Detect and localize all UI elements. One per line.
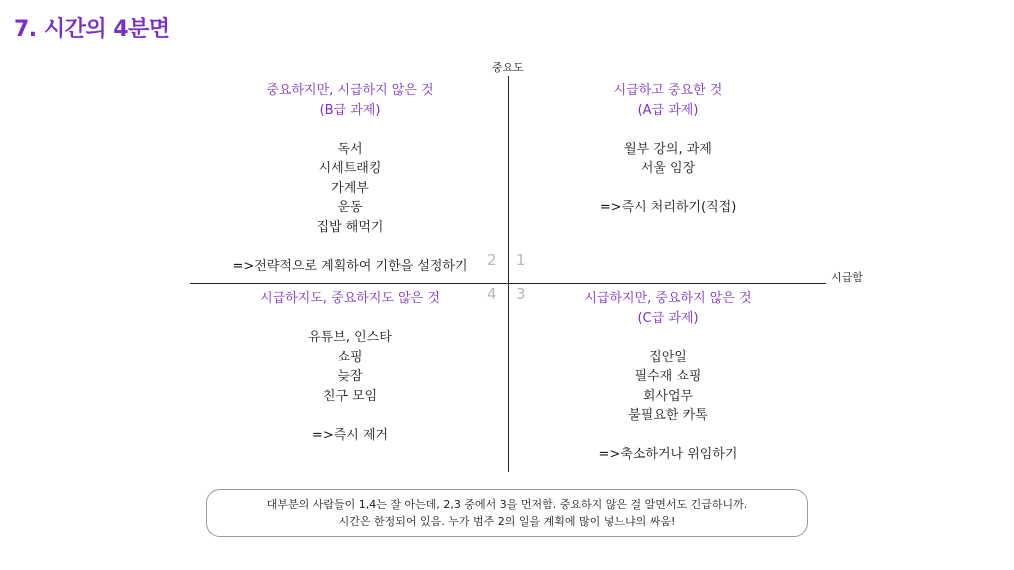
- list-item: 가계부: [331, 180, 369, 196]
- quadrant-urgent-important: [518, 81, 818, 218]
- y-axis-label: 중요도: [492, 61, 524, 74]
- quadrant-important-not-urgent: [200, 81, 500, 276]
- list-item: 친구 모임: [322, 388, 378, 404]
- x-axis-label: 시급함: [831, 271, 863, 284]
- list-item: 회사업무: [642, 388, 694, 404]
- list-item: 유튜브, 인스타: [308, 330, 392, 345]
- quadrant-number-4: 4: [487, 285, 497, 303]
- quadrant-subheading: (C급 과제): [637, 310, 699, 326]
- quadrant-heading: 시급하지만, 중요하지 않은 것: [584, 291, 752, 306]
- list-item: 집안일: [649, 349, 687, 365]
- list-item: 월부 강의, 과제: [624, 141, 712, 157]
- quadrant-subheading: (A급 과제): [637, 102, 699, 118]
- quadrant-number-3: 3: [516, 285, 526, 303]
- list-item: 집밥 해먹기: [316, 219, 384, 235]
- list-item: 필수재 쇼핑: [634, 369, 702, 384]
- quadrant-action: =>축소하거나 위임하기: [598, 447, 738, 462]
- list-item: 서울 임장: [640, 161, 696, 176]
- quadrant-heading: 시급하지도, 중요하지도 않은 것: [260, 291, 440, 306]
- note-line: 시간은 한정되어 있음. 누가 범주 2의 일을 계획에 많이 넣느냐의 싸움!: [338, 515, 676, 528]
- quadrant-action: =>즉시 처리하기(직접): [599, 200, 737, 215]
- list-item: 시세트래킹: [318, 161, 382, 176]
- quadrant-subheading: (B급 과제): [319, 102, 381, 118]
- list-item: 늦잠: [337, 369, 363, 384]
- quadrant-number-1: 1: [516, 251, 526, 269]
- summary-note-box: [206, 489, 808, 537]
- quadrant-urgent-not-important: [518, 289, 818, 465]
- list-item: 운동: [337, 200, 363, 215]
- page-title: 7. 시간의 4분면: [14, 17, 170, 42]
- quadrant-number-2: 2: [487, 251, 497, 269]
- quadrant-heading: 시급하고 중요한 것: [613, 83, 723, 98]
- quadrant-action: =>전략적으로 계획하여 기한을 설정하기: [232, 258, 468, 274]
- vertical-axis: [508, 76, 509, 472]
- horizontal-axis: [190, 283, 826, 284]
- quadrant-heading: 중요하지만, 시급하지 않은 것: [266, 83, 434, 98]
- list-item: 쇼핑: [337, 349, 363, 365]
- list-item: 독서: [337, 141, 363, 157]
- note-line: 대부분의 사람들이 1,4는 잘 아는데, 2,3 중에서 3을 먼저함. 중요하지 않은 걸 알면서도 긴급하니까.: [266, 498, 748, 511]
- quadrant-not-urgent-not-important: [200, 289, 500, 445]
- quadrant-action: =>즉시 제거: [311, 427, 389, 443]
- list-item: 불필요한 카톡: [628, 408, 708, 423]
